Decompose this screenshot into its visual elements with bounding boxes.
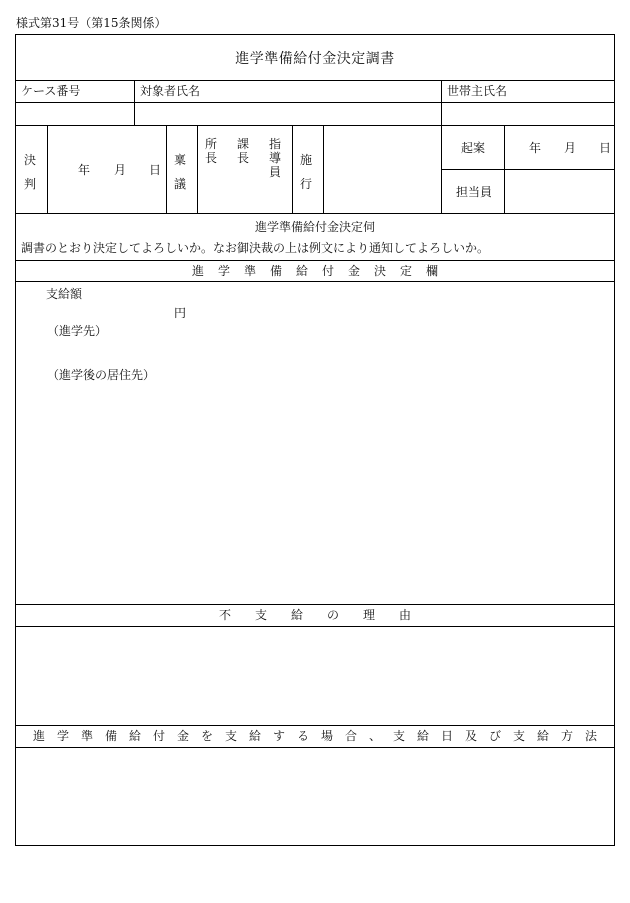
- divider: [504, 125, 505, 213]
- divider: [292, 125, 293, 213]
- enforce-label: 施: [300, 153, 313, 167]
- case-number-field[interactable]: [16, 102, 134, 125]
- inquiry-text: 調書のとおり決定してよろしいか。なお御決裁の上は例文により通知してよろしいか。: [21, 241, 490, 255]
- draft-label: 起案: [461, 141, 486, 155]
- ringi-label: 稟: [174, 153, 187, 167]
- yen-label: 円: [174, 306, 187, 320]
- amount-label: 支給額: [46, 287, 83, 301]
- draft-day-label: 日: [599, 141, 612, 155]
- residence-label: （進学後の居住先）: [47, 368, 156, 382]
- divider: [16, 213, 614, 214]
- payment-method-field[interactable]: [16, 747, 614, 845]
- decision-label: 決: [24, 153, 37, 167]
- non-payment-title: 不支給の理由: [218, 608, 435, 622]
- decision-field[interactable]: [16, 281, 614, 604]
- decision-section-title: 進学準備給付金決定欄: [191, 264, 452, 278]
- form-title: 進学準備給付金決定調書: [235, 50, 395, 67]
- non-payment-field[interactable]: [16, 626, 614, 725]
- instructor-label: 指 導 員: [268, 137, 281, 179]
- section-chief-label: 課 長: [236, 137, 249, 165]
- inquiry-title: 進学準備給付金決定伺: [254, 220, 375, 234]
- form-number: 様式第31号（第15条関係）: [16, 16, 167, 30]
- divider: [16, 725, 614, 726]
- household-head-label: 世帯主氏名: [447, 84, 508, 98]
- subject-name-field[interactable]: [134, 102, 441, 125]
- case-number-label: ケース番号: [21, 84, 81, 98]
- decision-form: [15, 34, 615, 846]
- date-month-label: 月: [114, 163, 127, 177]
- decision-label: 判: [24, 177, 37, 191]
- date-day-label: 日: [149, 163, 162, 177]
- divider: [16, 260, 614, 261]
- divider: [197, 125, 198, 213]
- divider: [16, 80, 614, 81]
- school-label: （進学先）: [47, 324, 108, 338]
- divider: [441, 169, 614, 170]
- enforce-label: 行: [300, 177, 313, 191]
- director-label: 所 長: [204, 137, 217, 165]
- date-year-label: 年: [78, 163, 91, 177]
- divider: [441, 125, 442, 213]
- divider: [16, 604, 614, 605]
- payment-method-title: 進学準備給付金を支給する場合、支給日及び支給方法: [32, 729, 609, 743]
- draft-month-label: 月: [564, 141, 577, 155]
- divider: [47, 125, 48, 213]
- divider: [323, 125, 324, 213]
- draft-year-label: 年: [529, 141, 542, 155]
- subject-name-label: 対象者氏名: [140, 84, 201, 98]
- divider: [166, 125, 167, 213]
- ringi-label: 議: [174, 177, 187, 191]
- person-in-charge-label: 担当員: [456, 185, 493, 199]
- household-head-field[interactable]: [441, 102, 614, 125]
- divider: [16, 125, 614, 126]
